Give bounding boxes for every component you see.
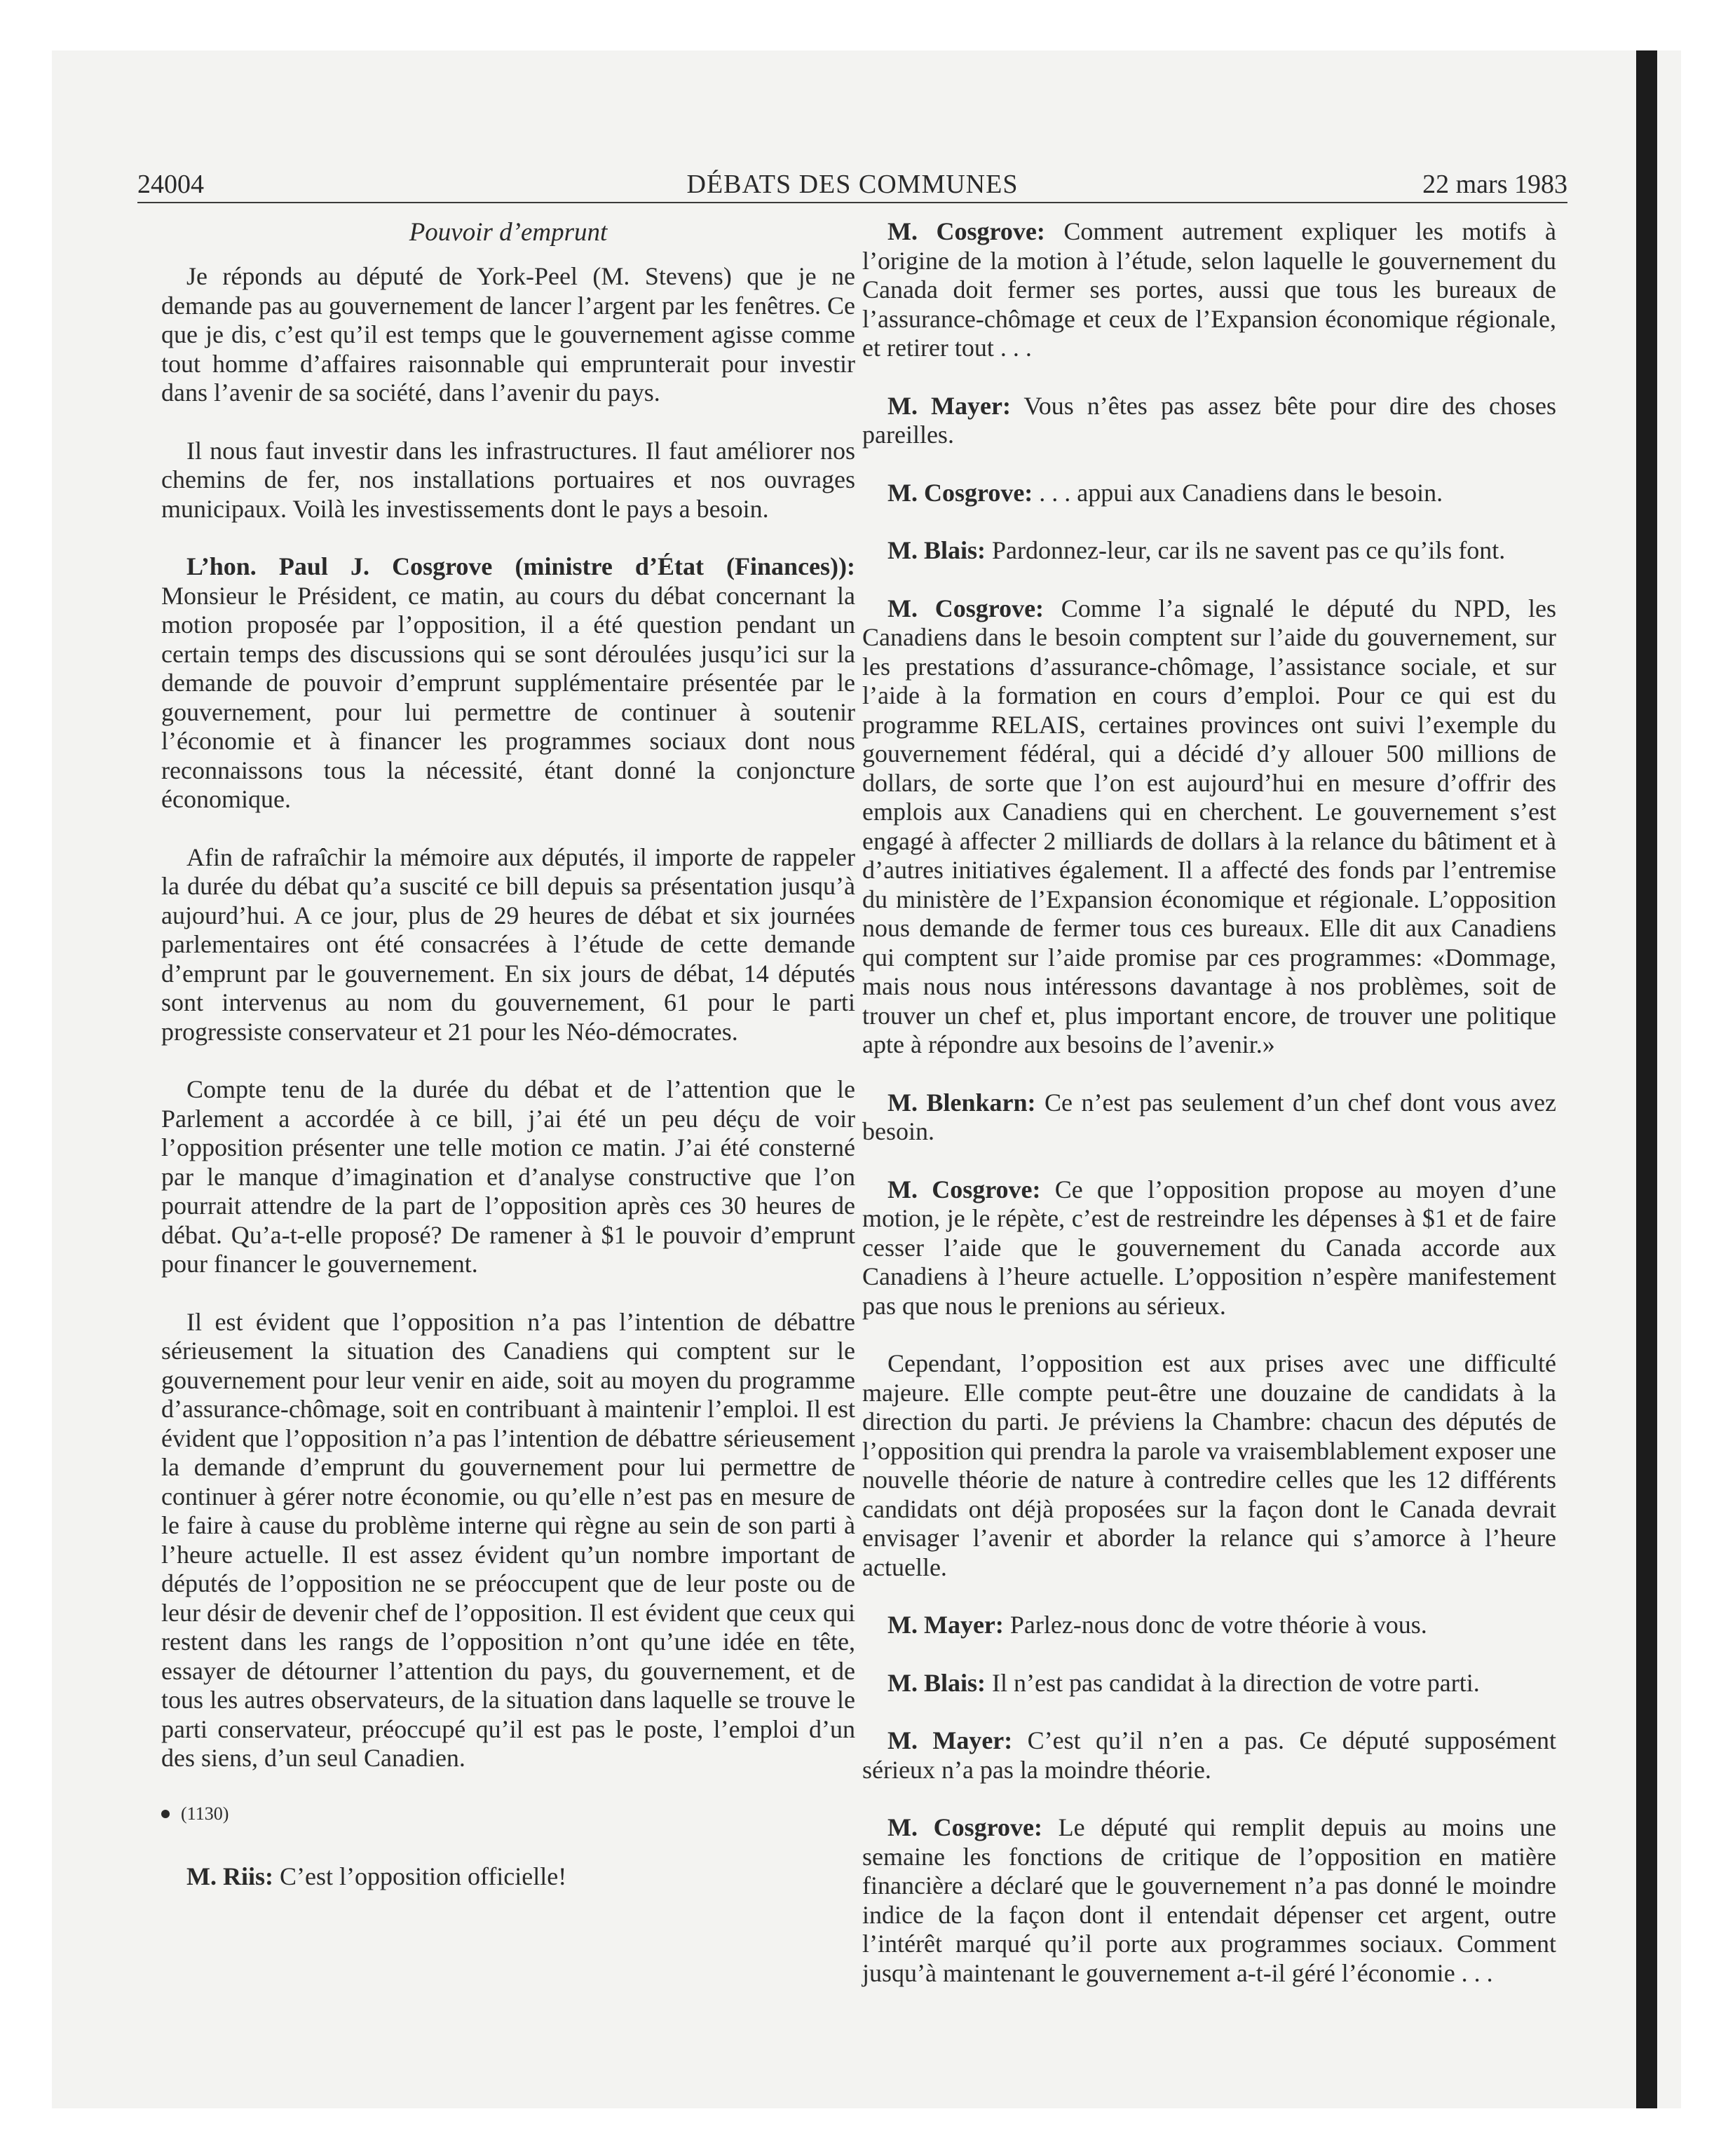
speaker-name: M. Mayer: <box>887 1611 1004 1639</box>
speech <box>862 1813 1556 1988</box>
speech <box>862 1726 1556 1785</box>
publication-title: DÉBATS DES COMMUNES <box>686 170 1019 199</box>
speaker-name: M. Mayer: <box>887 1726 1013 1754</box>
paragraph: Afin de rafraîchir la mémoire aux députés, il importe de rappeler la durée du débat qu’a suscité ce bill depuis sa présentation jusqu’à aujourd’hui. A ce jour, plus de 29 heures de débat et six journées parlementaires ont été consacrées à l’étude de cette demande d’emprunt par le gouvernement. En six jours de débat, 14 députés sont intervenus au nom du gouvernement, 61 pour le parti progressiste conservateur et 21 pour les Néo-démocrates. <box>161 842 855 1046</box>
speaker-name: M. Mayer: <box>887 391 1011 420</box>
speech-text: Ce que l’opposition propose au moyen d’une motion, je le répète, c’est de restreindre les dépenses à $1 et de faire cesser l’aide que le gouvernement du Canada accorde aux Canadiens à l’heure actuelle. L’opposition n’espère manifestement pas que nous le prenions au sérieux. <box>862 1175 1556 1320</box>
speaker-name: M. Cosgrove: <box>887 1175 1041 1203</box>
time-marker <box>161 1802 855 1824</box>
speech <box>862 594 1556 1060</box>
speech <box>161 552 855 814</box>
speech-text: C’est l’opposition officielle! <box>273 1862 567 1890</box>
speech-text: Monsieur le Président, ce matin, au cours du débat concernant la motion proposée par l’opposition, il a été question pendant un certain temps des discussions qui se sont déroulées jusqu’ici sur la demande de pouvoir d’emprunt supplémentaire présentée par le gouvernement, pour lui permettre de continuer à soutenir l’économie et à financer les programmes sociaux dont nous reconnaissons tous la nécessité, étant donné la conjoncture économique. <box>161 581 855 813</box>
speaker-name: M. Riis: <box>186 1862 273 1890</box>
speaker-name: M. Cosgrove: <box>887 594 1045 622</box>
speech <box>862 1669 1556 1698</box>
page-number: 24004 <box>137 170 204 199</box>
speech <box>862 479 1556 508</box>
binding-edge <box>1636 50 1657 2108</box>
header-rule <box>137 202 1567 203</box>
page-header <box>137 167 1567 202</box>
speech <box>862 217 1556 363</box>
speaker-name: M. Cosgrove: <box>887 217 1045 245</box>
speaker-name: M. Cosgrove: <box>887 478 1033 507</box>
speaker-name: L’hon. Paul J. Cosgrove (ministre d’État (Finances)): <box>186 552 855 580</box>
speaker-name: M. Blais: <box>887 1668 986 1697</box>
speech-text: Il n’est pas candidat à la direction de votre parti. <box>986 1668 1480 1697</box>
paragraph: Il est évident que l’opposition n’a pas l’intention de débattre sérieusement la situation des Canadiens qui comptent sur le gouvernement pour leur venir en aide, soit au moyen du programme d’assurance-chômage, soit en contribuant à maintenir l’emploi. Il est évident que l’opposition n’a pas l’intention de débattre sérieusement la demande d’emprunt du gouvernement pour lui permettre de continuer à gérer notre économie, ou qu’elle n’est pas en mesure de le faire à cause du problème interne qui règne au sein de son parti à l’heure actuelle. Il est assez évident qu’un nombre important de députés de l’opposition ne se préoccupent que de leur poste ou de leur désir de devenir chef de l’opposition. Il est évident que ceux qui restent dans les rangs de l’opposition n’ont qu’une idée en tête, essayer de détourner l’attention du pays, du gouvernement, et de tous les autres observateurs, de la situation dans laquelle se trouve le parti conservateur, préoccupé qu’il est pas le poste, l’emploi d’un des siens, d’un seul Canadien. <box>161 1307 855 1772</box>
speech-text: Ce n’est pas seulement d’un chef dont vous avez besoin. <box>862 1088 1556 1145</box>
speech-text: C’est qu’il n’en a pas. Ce député supposément sérieux n’a pas la moindre théorie. <box>862 1726 1556 1784</box>
speech-text: Comment autrement expliquer les motifs à l’origine de la motion à l’étude, selon laquelle le gouvernement du Canada doit fermer ses portes, aussi que tous les bureaux de l’assurance-chômage et ceux de l’Expansion économique régionale, et retirer tout . . . <box>862 217 1556 362</box>
paragraph: Il nous faut investir dans les infrastructures. Il faut améliorer nos chemins de fer, nos installations portuaires et nos ouvrages municipaux. Voilà les investissements dont le pays a besoin. <box>161 436 855 523</box>
speech <box>862 1175 1556 1321</box>
speech-text: Le député qui remplit depuis au moins une semaine les fonctions de critique de l’opposition en matière financière a déclaré que le gouvernement n’a pas donné le moindre indice de la façon dont il entendait dépenser cet argent, outre l’intérêt marqué qu’il porte aux programmes sociaux. Comment jusqu’à maintenant le gouvernement a-t-il géré l’économie . . . <box>862 1813 1556 1987</box>
speech-text: Pardonnez-leur, car ils ne savent pas ce qu’ils font. <box>986 536 1506 564</box>
speaker-name: M. Cosgrove: <box>887 1813 1042 1841</box>
speech <box>862 1611 1556 1640</box>
bullet-icon <box>161 1810 170 1818</box>
speech <box>862 536 1556 566</box>
paragraph: Compte tenu de la durée du débat et de l’attention que le Parlement a accordée à ce bill, j’ai été un peu déçu de voir l’opposition présenter une telle motion ce matin. J’ai été consterné par le manque d’imagination et d’analyse constructive que l’on pourrait attendre de la part de l’opposition après ces 30 heures de débat. Qu’a-t-elle proposé? De ramener à $1 le pouvoir d’emprunt pour financer le gouvernement. <box>161 1075 855 1278</box>
speech-text: Comme l’a signalé le député du NPD, les Canadiens dans le besoin comptent sur l’aide du gouvernement, sur les prestations d’assurance-chômage, l’assistance sociale, et sur l’aide à la formation en cours d’emploi. Pour ce qui est du programme RELAIS, certaines provinces ont suivi l’exemple du gouvernement fédéral, qui a décidé d’y allouer 500 millions de dollars, de sorte que l’on est aujourd’hui en mesure d’offrir des emplois aux Canadiens qui en cherchent. Le gouvernement s’est engagé à affecter 2 milliards de dollars à la relance du bâtiment et à d’autres initiatives également. Il a affecté des fonds par l’entremise du ministère de l’Expansion économique et régionale. L’opposition nous demande de fermer tous ces bureaux. Elle dit aux Canadiens qui comptent sur l’aide promise par ces programmes: «Dommage, mais nous nous intéressons davantage à nos problèmes, soit de trouver un chef et, plus important encore, de trouver une politique apte à répondre aux besoins de l’avenir.» <box>862 594 1556 1058</box>
right-column <box>862 217 1556 2017</box>
speech <box>862 392 1556 450</box>
speech-text: . . . appui aux Canadiens dans le besoin. <box>1033 478 1443 507</box>
time-marker-text: (1130) <box>181 1803 229 1824</box>
paragraph: Cependant, l’opposition est aux prises avec une difficulté majeure. Elle compte peut-être une douzaine de candidats à la direction du parti. Je préviens la Chambre: chacun des députés de l’opposition qui prendra la parole va vraisemblablement exposer une nouvelle théorie de nature à contredire celles que les 12 différents candidats ont déjà proposées sur la façon dont le Canada devrait envisager l’avenir et aborder la relance qui s’amorce à l’heure actuelle. <box>862 1349 1556 1581</box>
speech <box>862 1089 1556 1147</box>
speech-text: Vous n’êtes pas assez bête pour dire des choses pareilles. <box>862 391 1557 449</box>
page-date: 22 mars 1983 <box>1422 170 1567 199</box>
speaker-name: M. Blais: <box>887 536 986 564</box>
section-heading: Pouvoir d’emprunt <box>409 218 608 247</box>
speech <box>161 1862 855 1892</box>
paragraph: Je réponds au député de York-Peel (M. Stevens) que je ne demande pas au gouvernement de lancer l’argent par les fenêtres. Ce que je dis, c’est qu’il est temps que le gouvernement agisse comme tout homme d’affaires raisonnable qui emprunterait pour investir dans l’avenir de sa société, dans l’avenir du pays. <box>161 262 855 407</box>
speaker-name: M. Blenkarn: <box>887 1088 1036 1117</box>
speech-text: Parlez-nous donc de votre théorie à vous. <box>1003 1611 1427 1639</box>
left-column <box>161 217 855 1920</box>
